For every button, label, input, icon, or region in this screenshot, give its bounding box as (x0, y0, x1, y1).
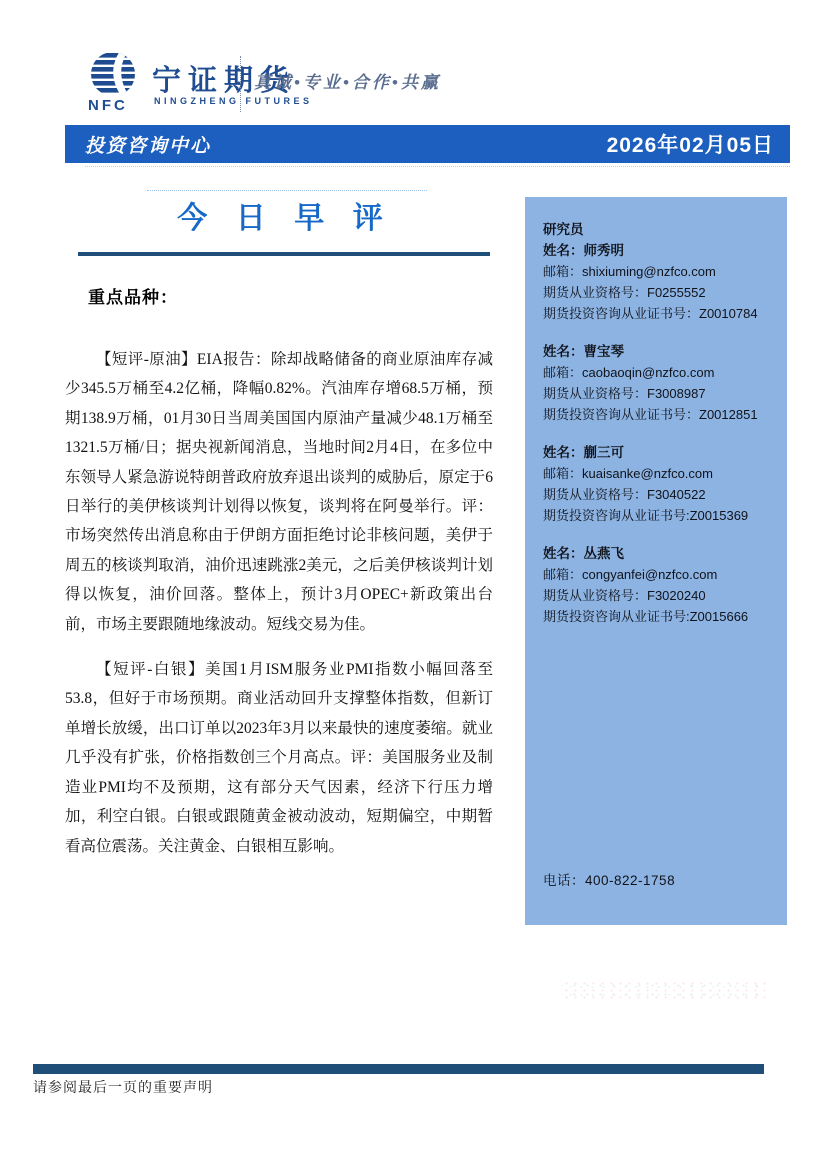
researcher-certificate-no: 期货投资咨询从业证书号：Z0010784 (543, 306, 758, 321)
researcher-certificate-no: 期货投资咨询从业证书号：Z0012851 (543, 407, 758, 422)
contact-phone: 电话：400-822-1758 (543, 873, 676, 888)
researcher-email: 邮箱：shixiuming@nzfco.com (543, 264, 716, 279)
company-name-en: NINGZHENG FUTURES (154, 96, 313, 106)
brand-slogan: 真诚•专业•合作•共赢 (254, 73, 441, 92)
commentary-crude-oil: 【短评-原油】EIA报告：除却战略储备的商业原油库存减少345.5万桶至4.2亿桶，降幅0.82%。汽油库存增68.5万桶，预期138.9万桶，01月30日当周美国国内原油产量减少48.1万桶至1321.5万桶/日；据央视新闻消息，当地时间2月4日，在多位中东领导人紧急游说特朗普政府放弃退出谈判的威胁后，原定于6日举行的美伊核谈判计划得以恢复，谈判将在阿曼举行。评：市场突然传出消息称由于伊朗方面拒绝讨论非核问题，美伊于周五的核谈判取消，油价迅速跳涨2美元，之后美伊核谈判计划得以恢复，油价回落。整体上，预计3月OPEC+新政策出台前，市场主要跟随地缘波动。短线交易为佳。 (65, 351, 493, 633)
logo-divider (240, 56, 241, 112)
globe-logo-icon (88, 50, 140, 98)
researcher-card (543, 442, 777, 526)
commentary-silver: 【短评-白银】美国1月ISM服务业PMI指数小幅回落至53.8，但好于市场预期。商业活动回升支撑整体指数，但新订单增长放缓，出口订单以2023年3月以来最快的速度萎缩。就业几乎没有扩张，价格指数创三个月高点。评：美国服务业及制造业PMI均不及预期，这有部分天气因素，经济下行压力增加，利空白银。白银或跟随黄金被动波动，短期偏空，中期暂看高位震荡。关注黄金、白银相互影响。 (65, 661, 493, 855)
logo-abbr-text: NFC (88, 97, 128, 114)
footer-disclaimer-note: 请参阅最后一页的重要声明 (33, 1081, 213, 1096)
researcher-qualification-no: 期货从业资格号：F3020240 (543, 588, 706, 603)
section-heading: 重点品种： (88, 288, 178, 307)
researcher-name: 姓名：蒯三可 (543, 445, 624, 460)
researcher-role-label: 研究员 (543, 222, 584, 237)
researcher-certificate-no: 期货投资咨询从业证书号:Z0015369 (543, 508, 749, 523)
title-dotted-rule (147, 190, 427, 191)
researcher-name: 姓名：师秀明 (543, 243, 624, 258)
company-name-cn: 宁证期货 (152, 65, 297, 97)
department-title: 投资咨询中心 (85, 135, 212, 157)
researcher-email: 邮箱：congyanfei@nzfco.com (543, 567, 718, 582)
main-content (65, 283, 493, 861)
researcher-qualification-no: 期货从业资格号：F0255552 (543, 285, 706, 300)
faint-watermark (562, 980, 767, 1002)
page-title: 今日早评 (177, 202, 412, 235)
header-bar (65, 125, 790, 163)
footer-rule-bar (33, 1064, 764, 1074)
title-underline-rule (78, 252, 490, 256)
researcher-card (543, 341, 777, 425)
researcher-email: 邮箱：kuaisanke@nzfco.com (543, 466, 713, 481)
researcher-name: 姓名：丛燕飞 (543, 546, 624, 561)
researcher-qualification-no: 期货从业资格号：F3040522 (543, 487, 706, 502)
researcher-qualification-no: 期货从业资格号：F3008987 (543, 386, 706, 401)
researcher-card (543, 543, 777, 627)
report-date: 2026年02月05日 (606, 134, 774, 157)
researcher-card (543, 240, 777, 324)
researcher-sidebar (525, 197, 787, 925)
researcher-email: 邮箱：caobaoqin@nzfco.com (543, 365, 715, 380)
researcher-certificate-no: 期货投资咨询从业证书号:Z0015666 (543, 609, 749, 624)
header-dotted-rule (85, 166, 790, 167)
researcher-name: 姓名：曹宝琴 (543, 344, 624, 359)
